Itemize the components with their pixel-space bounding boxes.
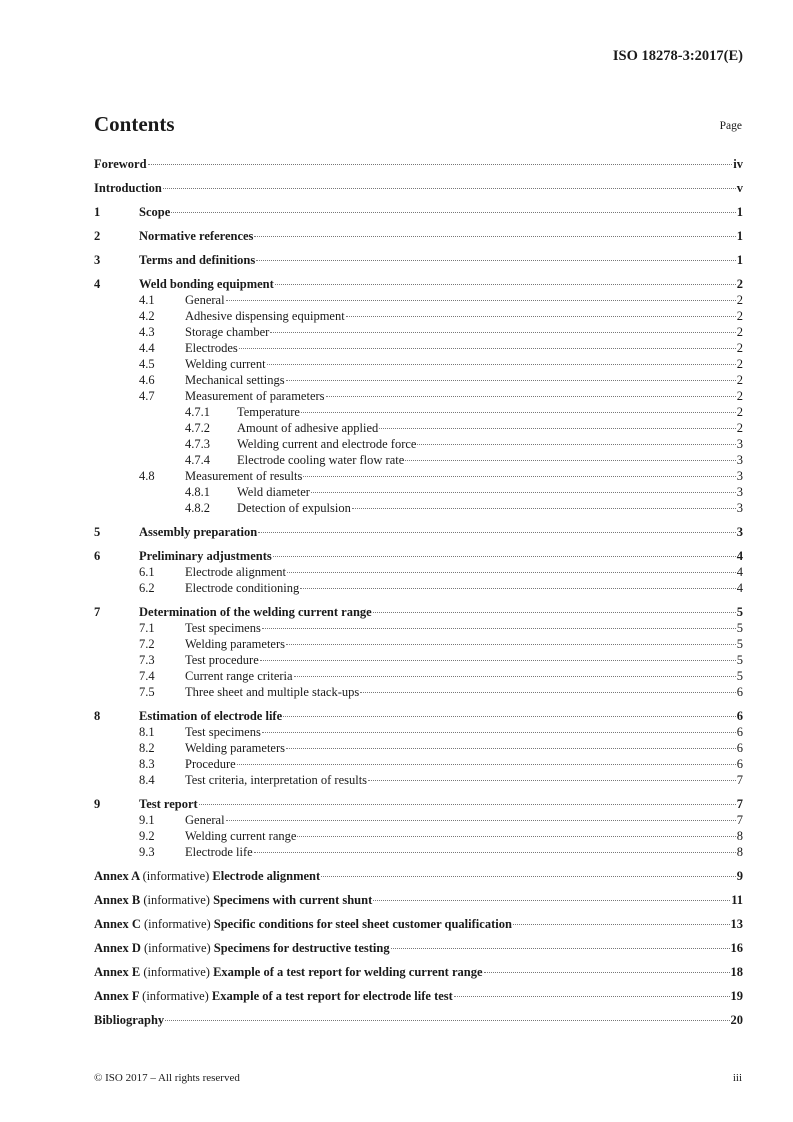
annex-label: Annex A <box>94 869 140 883</box>
entry-title: Foreword <box>94 157 147 171</box>
toc-entry[interactable] <box>94 564 743 580</box>
entry-page: 3 <box>736 453 743 467</box>
dot-leader <box>256 260 736 261</box>
section-number: 4.8.1 <box>185 485 210 499</box>
section-number: 4.7.3 <box>185 437 210 451</box>
entry-title: Bibliography <box>94 1013 165 1027</box>
toc-entry[interactable] <box>94 308 743 324</box>
entry-page: 9 <box>736 869 743 883</box>
toc-entry[interactable] <box>94 740 743 756</box>
annex-label: Annex E <box>94 965 141 979</box>
annex-type: (informative) <box>142 989 209 1003</box>
entry-page: 8 <box>736 845 743 859</box>
dot-leader <box>267 364 736 365</box>
dot-leader <box>373 900 730 901</box>
annex-title <box>94 892 372 908</box>
entry-title: Welding parameters <box>185 741 285 755</box>
toc-entry[interactable] <box>94 548 743 564</box>
entry-title: Welding current range <box>185 829 297 843</box>
section-number: 7.2 <box>139 637 155 651</box>
entry-page: 6 <box>736 757 743 771</box>
toc-entry[interactable] <box>94 652 743 668</box>
entry-page: 6 <box>736 725 743 739</box>
toc-entry[interactable] <box>94 668 743 684</box>
dot-leader <box>297 836 735 837</box>
entry-page: 1 <box>736 205 743 219</box>
page-number: iii <box>732 1072 742 1084</box>
entry-page: 5 <box>736 605 743 619</box>
entry-page: 3 <box>736 485 743 499</box>
entry-page: 20 <box>730 1013 743 1027</box>
section-number: 6.1 <box>139 565 155 579</box>
dot-leader <box>321 876 736 877</box>
dot-leader <box>346 316 736 317</box>
dot-leader <box>373 612 736 613</box>
toc-entry[interactable] <box>94 620 743 636</box>
entry-title: Electrode alignment <box>185 565 287 579</box>
section-number: 9 <box>94 797 101 811</box>
toc-entry[interactable] <box>94 452 743 468</box>
entry-page: 4 <box>736 565 743 579</box>
entry-title: Weld diameter <box>237 485 310 499</box>
entry-title: Procedure <box>185 757 236 771</box>
entry-title: Specimens with current shunt <box>213 893 373 907</box>
section-number: 7.4 <box>139 669 155 683</box>
page-column-label: Page <box>719 120 742 132</box>
dot-leader <box>226 820 736 821</box>
entry-title: Temperature <box>237 405 300 419</box>
dot-leader <box>254 236 735 237</box>
toc-entry[interactable] <box>94 404 743 420</box>
section-number: 4.7.4 <box>185 453 210 467</box>
dot-leader <box>226 300 736 301</box>
toc-entry[interactable] <box>94 844 743 860</box>
toc-entry[interactable] <box>94 228 743 244</box>
entry-title: Electrode cooling water flow rate <box>237 453 405 467</box>
entry-page: 5 <box>736 653 743 667</box>
dot-leader <box>286 380 736 381</box>
dot-leader <box>311 492 736 493</box>
toc-entry[interactable] <box>94 828 743 844</box>
entry-page: 3 <box>736 501 743 515</box>
entry-title: Current range criteria <box>185 669 293 683</box>
toc-entry[interactable] <box>94 484 743 500</box>
entry-page: 2 <box>736 357 743 371</box>
dot-leader <box>368 780 736 781</box>
toc-entry[interactable] <box>94 1012 743 1028</box>
annex-title <box>94 868 320 884</box>
toc-entry[interactable] <box>94 636 743 652</box>
dot-leader <box>360 692 736 693</box>
entry-page: 5 <box>736 637 743 651</box>
toc-entry[interactable] <box>94 292 743 308</box>
dot-leader <box>275 284 736 285</box>
entry-title: Terms and definitions <box>139 253 256 267</box>
table-of-contents <box>94 156 743 1028</box>
toc-entry[interactable] <box>94 276 743 292</box>
dot-leader <box>237 764 736 765</box>
entry-title: Scope <box>139 205 171 219</box>
section-number: 8.1 <box>139 725 155 739</box>
entry-page: v <box>736 181 743 195</box>
annex-type: (informative) <box>143 893 210 907</box>
toc-entry[interactable] <box>94 772 743 788</box>
toc-entry[interactable] <box>94 372 743 388</box>
toc-entry[interactable] <box>94 340 743 356</box>
annex-label: Annex D <box>94 941 141 955</box>
section-number: 8 <box>94 709 101 723</box>
section-number: 4.7.1 <box>185 405 210 419</box>
toc-entry[interactable] <box>94 468 743 484</box>
dot-leader <box>301 412 736 413</box>
dot-leader <box>352 508 736 509</box>
copyright-notice: © ISO 2017 – All rights reserved <box>94 1072 240 1084</box>
entry-title: Introduction <box>94 181 162 195</box>
entry-title: Welding current and electrode force <box>237 437 417 451</box>
dot-leader <box>454 996 730 997</box>
section-number: 9.3 <box>139 845 155 859</box>
section-number: 4.1 <box>139 293 155 307</box>
entry-title: Measurement of results <box>185 469 303 483</box>
section-number: 9.1 <box>139 813 155 827</box>
toc-entry[interactable] <box>94 684 743 700</box>
section-number: 6.2 <box>139 581 155 595</box>
dot-leader <box>171 212 736 213</box>
document-id: ISO 18278-3:2017(E) <box>612 48 743 64</box>
dot-leader <box>283 716 736 717</box>
section-number: 7.3 <box>139 653 155 667</box>
toc-entry[interactable] <box>94 812 743 828</box>
section-number: 4.3 <box>139 325 155 339</box>
annex-type: (informative) <box>142 869 210 883</box>
entry-title: Example of a test report for welding current range <box>213 965 483 979</box>
section-number: 4.4 <box>139 341 155 355</box>
section-number: 2 <box>94 229 101 243</box>
entry-title: Example of a test report for electrode life test <box>211 989 453 1003</box>
toc-entry[interactable] <box>94 156 743 172</box>
toc-entry[interactable] <box>94 500 743 516</box>
section-number: 4 <box>94 277 101 291</box>
annex-label: Annex F <box>94 989 140 1003</box>
entry-title: Determination of the welding current range <box>139 605 372 619</box>
entry-title: Normative references <box>139 229 254 243</box>
entry-title: Test specimens <box>185 725 261 739</box>
entry-page: 2 <box>736 373 743 387</box>
entry-title: Amount of adhesive applied <box>237 421 379 435</box>
toc-entry[interactable] <box>94 204 743 220</box>
entry-title: Electrode alignment <box>212 869 321 883</box>
page-footer <box>94 1072 742 1084</box>
section-number: 7.5 <box>139 685 155 699</box>
dot-leader <box>379 428 735 429</box>
dot-leader <box>270 332 735 333</box>
entry-page: 4 <box>736 549 743 563</box>
dot-leader <box>286 748 736 749</box>
section-number: 8.4 <box>139 773 155 787</box>
section-number: 4.8.2 <box>185 501 210 515</box>
entry-title: Test report <box>139 797 198 811</box>
entry-page: iv <box>733 157 743 171</box>
toc-entry[interactable] <box>94 916 743 932</box>
entry-page: 3 <box>736 437 743 451</box>
annex-title <box>94 940 390 956</box>
toc-entry[interactable] <box>94 796 743 812</box>
section-number: 6 <box>94 549 101 563</box>
section-number: 8.3 <box>139 757 155 771</box>
dot-leader <box>254 852 736 853</box>
entry-title: Adhesive dispensing equipment <box>185 309 345 323</box>
entry-title: General <box>185 293 225 307</box>
annex-type: (informative) <box>144 917 211 931</box>
section-number: 5 <box>94 525 101 539</box>
section-number: 4.6 <box>139 373 155 387</box>
section-number: 7 <box>94 605 101 619</box>
dot-leader <box>303 476 735 477</box>
toc-entry[interactable] <box>94 708 743 724</box>
toc-entry[interactable] <box>94 180 743 196</box>
dot-leader <box>300 588 736 589</box>
entry-page: 16 <box>730 941 743 955</box>
entry-page: 6 <box>736 709 743 723</box>
toc-entry[interactable] <box>94 724 743 740</box>
entry-page: 5 <box>736 621 743 635</box>
entry-page: 7 <box>736 813 743 827</box>
section-number: 9.2 <box>139 829 155 843</box>
entry-page: 2 <box>736 405 743 419</box>
entry-page: 7 <box>736 797 743 811</box>
section-number: 4.7.2 <box>185 421 210 435</box>
toc-entry[interactable] <box>94 580 743 596</box>
toc-entry[interactable] <box>94 964 743 980</box>
annex-label: Annex B <box>94 893 141 907</box>
dot-leader <box>260 660 736 661</box>
entry-page: 2 <box>736 325 743 339</box>
dot-leader <box>239 348 736 349</box>
section-number: 4.7 <box>139 389 155 403</box>
entry-title: Mechanical settings <box>185 373 285 387</box>
entry-page: 2 <box>736 277 743 291</box>
dot-leader <box>163 188 736 189</box>
toc-entry[interactable] <box>94 868 743 884</box>
entry-page: 6 <box>736 741 743 755</box>
entry-title: Specimens for destructive testing <box>213 941 390 955</box>
toc-entry[interactable] <box>94 940 743 956</box>
section-number: 8.2 <box>139 741 155 755</box>
page-title: Contents <box>94 112 175 136</box>
entry-title: Specific conditions for steel sheet customer qualification <box>213 917 512 931</box>
toc-entry[interactable] <box>94 892 743 908</box>
dot-leader <box>199 804 736 805</box>
toc-entry[interactable] <box>94 356 743 372</box>
entry-title: Test specimens <box>185 621 261 635</box>
entry-page: 18 <box>730 965 743 979</box>
dot-leader <box>405 460 735 461</box>
section-number: 3 <box>94 253 101 267</box>
dot-leader <box>326 396 736 397</box>
toc-entry[interactable] <box>94 436 743 452</box>
entry-page: 3 <box>736 525 743 539</box>
entry-page: 2 <box>736 309 743 323</box>
annex-label: Annex C <box>94 917 141 931</box>
toc-entry[interactable] <box>94 604 743 620</box>
toc-entry[interactable] <box>94 988 743 1004</box>
entry-page: 6 <box>736 685 743 699</box>
entry-title: Electrode life <box>185 845 253 859</box>
annex-title <box>94 916 512 932</box>
annex-title <box>94 964 483 980</box>
dot-leader <box>148 164 733 165</box>
entry-title: Welding parameters <box>185 637 285 651</box>
entry-page: 8 <box>736 829 743 843</box>
entry-page: 3 <box>736 469 743 483</box>
toc-entry[interactable] <box>94 324 743 340</box>
entry-title: Test criteria, interpretation of results <box>185 773 368 787</box>
entry-page: 19 <box>730 989 743 1003</box>
entry-page: 2 <box>736 389 743 403</box>
dot-leader <box>286 644 736 645</box>
entry-title: Weld bonding equipment <box>139 277 274 291</box>
entry-title: Test procedure <box>185 653 259 667</box>
dot-leader <box>294 676 736 677</box>
entry-title: Measurement of parameters <box>185 389 325 403</box>
annex-type: (informative) <box>144 941 211 955</box>
annex-type: (informative) <box>143 965 210 979</box>
dot-leader <box>287 572 736 573</box>
entry-title: General <box>185 813 225 827</box>
annex-title <box>94 988 453 1004</box>
entry-page: 7 <box>736 773 743 787</box>
entry-title: Estimation of electrode life <box>139 709 283 723</box>
entry-page: 11 <box>731 893 743 907</box>
entry-page: 5 <box>736 669 743 683</box>
dot-leader <box>484 972 730 973</box>
entry-title: Electrodes <box>185 341 238 355</box>
entry-page: 1 <box>736 229 743 243</box>
section-number: 4.2 <box>139 309 155 323</box>
entry-title: Detection of expulsion <box>237 501 351 515</box>
entry-page: 2 <box>736 293 743 307</box>
section-number: 4.5 <box>139 357 155 371</box>
dot-leader <box>391 948 730 949</box>
entry-title: Three sheet and multiple stack-ups <box>185 685 360 699</box>
entry-page: 4 <box>736 581 743 595</box>
entry-title: Preliminary adjustments <box>139 549 272 563</box>
dot-leader <box>417 444 735 445</box>
section-number: 7.1 <box>139 621 155 635</box>
toc-entry[interactable] <box>94 252 743 268</box>
entry-title: Assembly preparation <box>139 525 258 539</box>
entry-title: Storage chamber <box>185 325 270 339</box>
section-number: 4.8 <box>139 469 155 483</box>
dot-leader <box>262 628 736 629</box>
section-number: 1 <box>94 205 101 219</box>
dot-leader <box>262 732 736 733</box>
entry-title: Welding current <box>185 357 266 371</box>
dot-leader <box>513 924 730 925</box>
entry-page: 2 <box>736 421 743 435</box>
toc-entry[interactable] <box>94 756 743 772</box>
dot-leader <box>258 532 736 533</box>
dot-leader <box>273 556 736 557</box>
entry-page: 13 <box>730 917 743 931</box>
entry-title: Electrode conditioning <box>185 581 300 595</box>
toc-entry[interactable] <box>94 388 743 404</box>
entry-page: 2 <box>736 341 743 355</box>
entry-page: 1 <box>736 253 743 267</box>
toc-entry[interactable] <box>94 420 743 436</box>
dot-leader <box>165 1020 729 1021</box>
toc-entry[interactable] <box>94 524 743 540</box>
